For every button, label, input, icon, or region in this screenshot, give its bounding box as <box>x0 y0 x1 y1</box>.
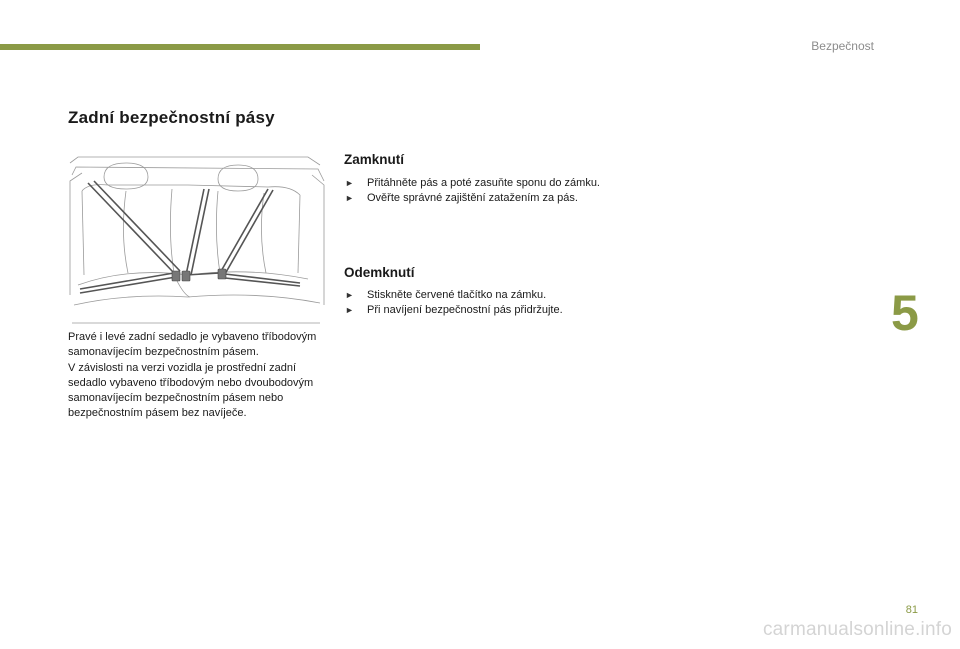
chapter-number: 5 <box>891 285 919 341</box>
section-name: Bezpečnost <box>811 39 874 53</box>
heading-unlocking: Odemknutí <box>344 265 415 280</box>
arrow-bullet-icon: ► <box>345 305 354 316</box>
arrow-bullet-icon: ► <box>345 193 354 204</box>
list-item-text: Ověřte správné zajištění zatažením za pás. <box>367 192 578 205</box>
caption-line: V závislosti na verzi vozidla je prostřední zadní sedadlo vybaveno tříbodovým nebo dvoubodovým samonavíjecím bezpečnostním pásem nebo bezpečnostním pásem bez navíječe. <box>68 361 314 420</box>
page-title: Zadní bezpečnostní pásy <box>68 108 275 127</box>
locking-steps-list <box>344 176 614 207</box>
list-item <box>344 176 614 191</box>
arrow-bullet-icon: ► <box>345 178 354 188</box>
list-item-text: Přitáhněte pás a poté zasuňte sponu do zámku. <box>367 177 600 189</box>
list-item-text: Stiskněte červené tlačítko na zámku. <box>367 289 547 301</box>
list-item <box>344 191 614 206</box>
page-number: 81 <box>905 604 918 616</box>
arrow-bullet-icon: ► <box>345 290 354 300</box>
figure-caption <box>68 330 330 422</box>
unlocking-steps-list <box>344 288 614 319</box>
heading-locking: Zamknutí <box>344 152 405 167</box>
list-item-text: Při navíjení bezpečnostní pás přidržujte. <box>367 304 563 317</box>
caption-line: Pravé i levé zadní sedadlo je vybaveno tříbodovým samonavíjecím bezpečnostním pásem. <box>68 331 317 359</box>
header-accent-bar <box>0 44 480 50</box>
watermark: carmanualsonline.info <box>762 619 952 640</box>
rear-seat-belts-illustration <box>68 155 326 327</box>
list-item <box>344 303 614 318</box>
list-item <box>344 288 614 303</box>
